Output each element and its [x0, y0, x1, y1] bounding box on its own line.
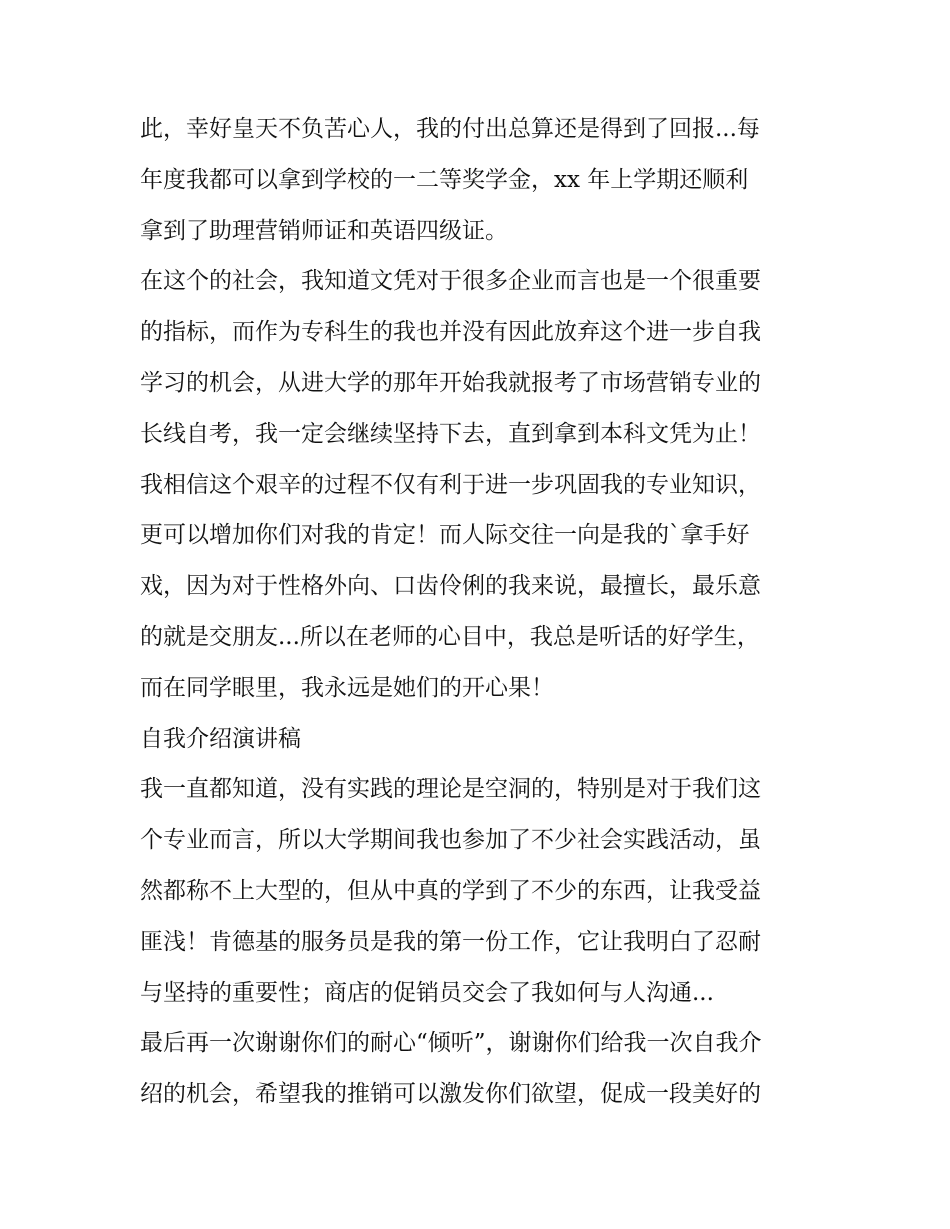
- text-line: 戏，因为对于性格外向、口齿伶俐的我来说，最擅长，最乐意: [140, 573, 761, 600]
- text-line: 学习的机会，从进大学的那年开始我就报考了市场营销专业的: [140, 369, 761, 396]
- text-line: 的就是交朋友...所以在老师的心目中，我总是听话的好学生，: [140, 623, 760, 650]
- text-line: 拿到了助理营销师证和英语四级证。: [140, 217, 508, 244]
- text-line: 个专业而言，所以大学期间我也参加了不少社会实践活动，虽: [140, 827, 761, 854]
- text-line: 与坚持的重要性；商店的促销员交会了我如何与人沟通...: [140, 979, 714, 1006]
- section-heading: 自我介绍演讲稿: [140, 725, 301, 752]
- text-line: 绍的机会，希望我的推销可以激发你们欲望，促成一段美好的: [140, 1081, 761, 1108]
- text-line: 在这个的社会，我知道文凭对于很多企业而言也是一个很重要: [140, 268, 761, 295]
- text-line: 此，幸好皇天不负苦心人，我的付出总算还是得到了回报...每: [140, 116, 760, 142]
- text-line: 然都称不上大型的，但从中真的学到了不少的东西，让我受益: [140, 877, 761, 904]
- text-line: 更可以增加你们对我的肯定！而人际交往一向是我的`拿手好: [140, 522, 750, 549]
- text-line: 我一直都知道，没有实践的理论是空洞的，特别是对于我们这: [140, 776, 761, 803]
- text-line: 年度我都可以拿到学校的一二等奖学金，xx 年上学期还顺利: [140, 166, 749, 193]
- text-line: 最后再一次谢谢你们的耐心“倾听”，谢谢你们给我一次自我介: [140, 1030, 762, 1057]
- document-body: [140, 104, 820, 1120]
- text-line: 我相信这个艰辛的过程不仅有利于进一步巩固我的专业知识，: [140, 471, 761, 498]
- text-line: 匪浅！肯德基的服务员是我的第一份工作，它让我明白了忍耐: [140, 928, 761, 955]
- text-line: 长线自考，我一定会继续坚持下去，直到拿到本科文凭为止！: [140, 420, 761, 447]
- text-line: 的指标，而作为专科生的我也并没有因此放弃这个进一步自我: [140, 319, 761, 346]
- text-line: 而在同学眼里，我永远是她们的开心果！: [140, 674, 554, 701]
